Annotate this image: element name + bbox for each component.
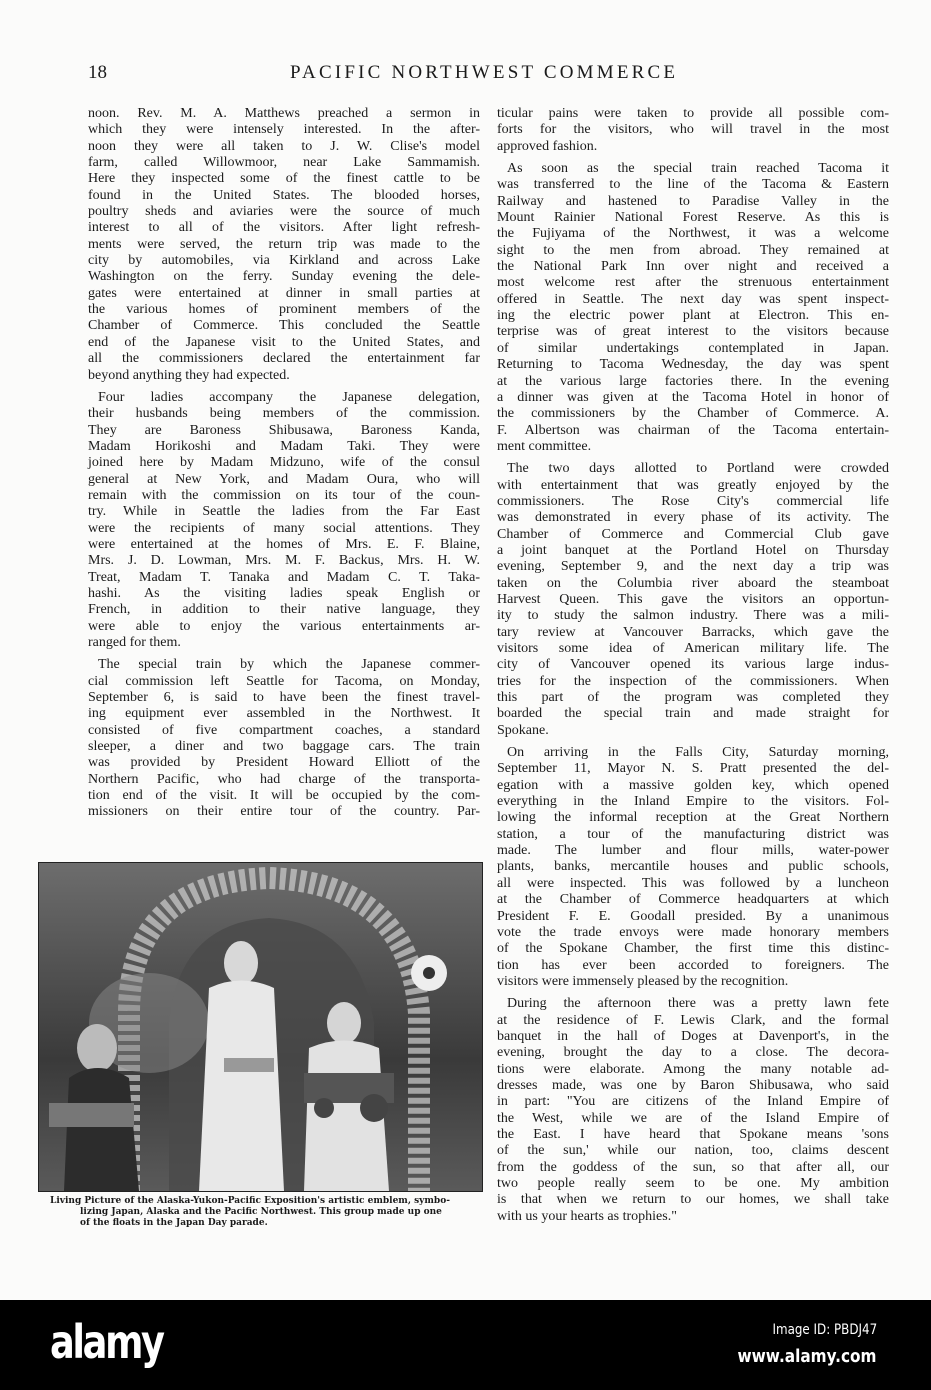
text-line: offered in Seattle. The next day was spent inspect- (497, 291, 889, 307)
text-line: at the Chamber of Commerce headquarters at which (497, 892, 889, 908)
text-line: a joint banquet at the Portland Hotel on Thursday (497, 542, 889, 558)
text-line: vote the trade envoys were made honorary members (497, 924, 889, 940)
text-line: tary review at Vancouver Barracks, which gave the (497, 624, 889, 640)
text-line: French, in addition to their native language, they (88, 602, 480, 618)
text-line: September 11, Mayor N. S. Pratt presented the del- (497, 761, 889, 777)
caption-line: Living Picture of the Alaska-Yukon-Pacific Exposition's artistic emblem, symbo- (50, 1196, 450, 1206)
text-line: with us your hearts as trophies." (497, 1208, 677, 1224)
text-line: end of the Japanese visit to the United States, and (88, 334, 480, 350)
text-line: is that when we return to our homes, we shall take (497, 1192, 889, 1208)
text-line: all the commissioners declared the entertainment far (88, 351, 480, 367)
text-line: forts for the visitors, who will travel in the most (497, 122, 889, 138)
text-line: poultry sheds and aviaries were the source of much (88, 204, 480, 220)
text-line: Harvest Queen. This gave the visitors an opportun- (497, 591, 889, 607)
text-line: were entertained at the homes of Mrs. E. F. Blaine, (88, 536, 480, 552)
text-line: The two days allotted to Portland were crowded (507, 461, 889, 477)
text-line: Washington on the ferry. Sunday evening the dele- (88, 269, 480, 285)
running-title: PACIFIC NORTHWEST COMMERCE (290, 62, 679, 83)
text-line: in part: "You are citizens of the Inland Empire of (497, 1094, 889, 1110)
alamy-logo: alamy (50, 1315, 163, 1369)
text-line: visitors were immensely pleased by the recognition. (497, 973, 789, 989)
paragraph (497, 461, 889, 739)
paragraph (88, 657, 480, 820)
text-line: city by automobiles, via Kirkland and across Lake (88, 253, 480, 269)
text-line: missioners on their entire tour of the country. Par- (88, 804, 480, 820)
image-id: Image ID: PBDJ47 (772, 1322, 877, 1338)
text-line: interest to all of the visitors. After light refresh- (88, 220, 480, 236)
text-line: Chamber of Commerce and Commercial Club gave (497, 526, 889, 542)
text-line: was provided by President Howard Elliott of the (88, 755, 480, 771)
caption-line: of the floats in the Japan Day parade. (80, 1218, 268, 1228)
text-line: the West, while we are of the Island Empire of (497, 1110, 889, 1126)
site-link[interactable]: www.alamy.com (738, 1346, 877, 1367)
text-line: the East. I have heard that Spokane means 'sons (497, 1126, 889, 1142)
text-line: terprise was of great interest to the visitors because (497, 324, 889, 340)
text-line: plants, banks, mercantile houses and public schools, (497, 859, 889, 875)
text-line: at the residence of F. Lewis Clark, and the formal (497, 1012, 889, 1028)
text-line: boarded the special train and made straight for (497, 706, 889, 722)
text-line: ity to study the salmon industry. There was a mili- (497, 608, 889, 624)
text-line: noon. Rev. M. A. Matthews preached a sermon in (88, 106, 480, 121)
text-line: Four ladies accompany the Japanese delegation, (98, 389, 480, 405)
photo-illustration (39, 863, 482, 1191)
text-line: were the recipients of many social attentions. They (88, 520, 480, 536)
text-line: a dinner was given at the Tacoma Hotel in honor of (497, 389, 889, 405)
photograph (38, 862, 483, 1192)
text-line: Spokane. (497, 722, 549, 738)
text-line: city of Vancouver opened its various large indus- (497, 657, 889, 673)
text-line: of the Spokane Chamber, the first time this distinc- (497, 941, 889, 957)
text-line: Railway and hastened to Paradise Valley in the (497, 193, 889, 209)
text-line: They are Baroness Shibusawa, Baroness Kanda, (88, 422, 480, 438)
text-line: remain with the commission on its tour of the coun- (88, 487, 480, 503)
text-line: Mount Rainier National Forest Reserve. As this is (497, 210, 889, 226)
text-line: sleeper, a diner and two baggage cars. The train (88, 739, 480, 755)
text-line: beyond anything they had expected. (88, 367, 290, 383)
text-line: was demonstrated in every phase of its activity. The (497, 510, 889, 526)
text-line: evening, brought the day to a close. The decora- (497, 1045, 889, 1061)
text-line: of similar undertakings contemplated in Japan. (497, 340, 889, 356)
text-line: lowing the informal reception at the Great Northern (497, 810, 889, 826)
paragraph (497, 996, 889, 1225)
paragraph (497, 745, 889, 990)
text-line: dresses made, was one by Baron Shibusawa, who said (497, 1077, 889, 1093)
text-line: were able to enjoy the various entertainments ar- (88, 618, 480, 634)
paragraph (88, 390, 480, 652)
text-line: found in the United States. The blooded horses, (88, 187, 480, 203)
left-column (88, 106, 480, 827)
photo-caption (50, 1196, 470, 1229)
text-line: the commissioners by the Chamber of Commerce. A. (497, 406, 889, 422)
text-line: gates were entertained at dinner in small parties at (88, 285, 480, 301)
right-column (497, 106, 889, 1231)
paragraph (497, 161, 889, 455)
text-line: President F. E. Goodall presided. By a unanimous (497, 908, 889, 924)
text-line: consisted of five compartment coaches, a standard (88, 722, 480, 738)
text-line: ing equipment ever assembled in the Northwest. It (88, 706, 480, 722)
text-line: September 6, is said to have been the finest travel- (88, 690, 480, 706)
page-number: 18 (88, 62, 107, 83)
text-line: farm, called Willowmoor, near Lake Sammamish. (88, 155, 480, 171)
text-line: tion end of the visit. It will be occupied by the com- (88, 788, 480, 804)
text-line: egation with a massive golden key, which opened (497, 777, 889, 793)
text-line: this part of the program was completed they (497, 690, 889, 706)
text-line: Northern Pacific, who had charge of the transporta- (88, 771, 480, 787)
text-line: the Fujiyama of the Northwest, it was a welcome (497, 226, 889, 242)
text-line: Returning to Tacoma Wednesday, the day was spent (497, 357, 889, 373)
text-line: the National Park Inn over night and received a (497, 259, 889, 275)
text-line: at the various large factories there. In the evening (497, 373, 889, 389)
text-line: everything in the Inland Empire to the visitors. Fol- (497, 794, 889, 810)
text-line: hashi. As the visiting ladies speak English or (88, 585, 480, 601)
text-line: which they were intensely interested. In the after- (88, 122, 480, 138)
text-line: taken on the Columbia river aboard the steamboat (497, 575, 889, 591)
text-line: cial commission left Seattle for Tacoma, on Monday, (88, 673, 480, 689)
text-line: approved fashion. (497, 138, 598, 154)
text-line: The special train by which the Japanese commer- (98, 657, 480, 673)
text-line: two people really seem to be one. My ambition (497, 1176, 889, 1191)
text-line: their husbands being members of the commission. (88, 406, 480, 422)
text-line: sight to the men from abroad. They remained at (497, 242, 889, 258)
text-line: ranged for them. (88, 635, 181, 650)
text-line: the various homes of prominent members of the (88, 302, 480, 318)
text-line: commissioners. The Rose City's commercial life (497, 493, 889, 509)
text-line: Here they inspected some of the finest cattle to be (88, 171, 480, 187)
text-line: On arriving in the Falls City, Saturday morning, (507, 745, 889, 761)
text-line: station, a tour of the manufacturing district was (497, 826, 889, 842)
text-line: joined here by Madam Midzuno, wife of the consul (88, 455, 480, 471)
text-line: banquet in the hall of Doges at Davenport's, in the (497, 1028, 889, 1044)
text-line: Chamber of Commerce. This concluded the Seattle (88, 318, 480, 334)
paragraph (88, 106, 480, 384)
caption-line: lizing Japan, Alaska and the Pacific Northwest. This group made up one (80, 1207, 442, 1217)
text-line: with entertainment that was greatly enjoyed by the (497, 477, 889, 493)
text-line: was transferred to the line of the Tacoma & Eastern (497, 177, 889, 193)
text-line: all were inspected. This was followed by a luncheon (497, 875, 889, 891)
text-line: noon they were all taken to J. W. Clise's model (88, 138, 480, 154)
text-line: try. While in Seattle the ladies from the Far East (88, 504, 480, 520)
text-line: evening, September 9, and the next day a trip was (497, 559, 889, 575)
text-line: tion has ever been accorded to foreigners. The (497, 957, 889, 973)
text-line: ment committee. (497, 438, 592, 454)
text-line: tries for the inspection of the commissioners. When (497, 673, 889, 689)
watermark-bar (0, 1300, 931, 1390)
text-line: Treat, Madam T. Tanaka and Madam C. T. Taka- (88, 569, 480, 585)
text-line: ments were served, the return trip was made to the (88, 236, 480, 252)
text-line: general at New York, and Madam Oura, who will (88, 471, 480, 487)
text-line: of the sun,' while our nation, too, claims descent (497, 1143, 889, 1159)
text-line: most welcome rest after the strenuous entertainment (497, 275, 889, 291)
text-line: Mrs. J. D. Lowman, Mrs. M. F. Backus, Mrs. H. W. (88, 553, 480, 569)
paragraph (497, 106, 889, 155)
text-line: made. The lumber and flour mills, water-power (497, 843, 889, 859)
text-line: ing the electric power plant at Electron. This en- (497, 308, 889, 324)
text-line: F. Albertson was chairman of the Tacoma entertain- (497, 422, 889, 438)
text-line: tions were elaborate. Among the many notable ad- (497, 1061, 889, 1077)
text-line: ticular pains were taken to provide all possible com- (497, 106, 889, 121)
text-line: As soon as the special train reached Tacoma it (507, 161, 889, 177)
text-line: During the afternoon there was a pretty lawn fete (507, 996, 889, 1012)
text-line: visitors some idea of American military life. The (497, 641, 889, 656)
text-line: from the goddess of the sun, so that after all, our (497, 1159, 889, 1175)
text-line: Madam Horikoshi and Madam Taki. They were (88, 438, 480, 454)
